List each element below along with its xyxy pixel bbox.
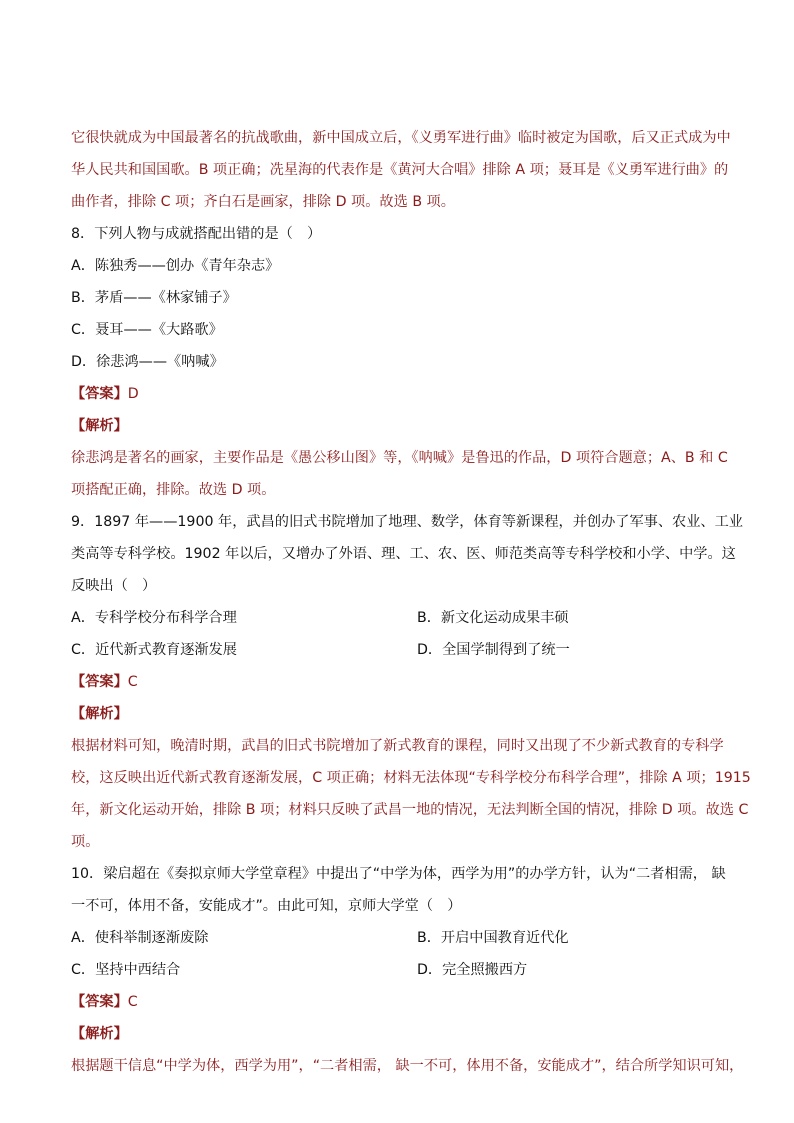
- q9-options-row-1: [71, 608, 569, 628]
- q9-option-c: C．近代新式教育逐渐发展: [71, 642, 237, 658]
- q8-option-d: D．徐悲鸿——《呐喊》: [71, 354, 224, 370]
- q9-answer: [71, 672, 138, 692]
- q9-stem-line-1: 9．1897 年——1900 年，武昌的旧式书院增加了地理、数学，体育等新课程，并创办了军事、农业、工业: [71, 514, 743, 530]
- answer-value: C: [127, 994, 138, 1010]
- q8-answer: [71, 384, 139, 404]
- q7-analysis-line-3: 曲作者，排除 C 项；齐白石是画家，排除 D 项。故选 B 项。: [71, 194, 455, 210]
- q8-analysis-line-1: 徐悲鸿是著名的画家，主要作品是《愚公移山图》等，《呐喊》是鲁迅的作品，D 项符合题意；A、B 和 C: [71, 450, 728, 466]
- q8-analysis-line-2: 项搭配正确，排除。故选 D 项。: [71, 482, 276, 498]
- q8-option-a: A．陈独秀——创办《青年杂志》: [71, 258, 280, 274]
- q10-option-c: C．坚持中西结合: [71, 962, 181, 978]
- q10-analysis-label: 【解析】: [71, 1026, 128, 1042]
- q9-analysis-line-4: 项。: [71, 834, 100, 850]
- q10-answer: [71, 992, 138, 1012]
- q10-option-a: A．使科举制逐渐废除: [71, 930, 209, 946]
- q10-option-b: B．开启中国教育近代化: [417, 930, 569, 946]
- answer-label: 【答案】: [71, 994, 128, 1010]
- answer-value: D: [127, 386, 139, 402]
- answer-label: 【答案】: [71, 386, 128, 402]
- q9-option-b: B．新文化运动成果丰硕: [417, 610, 569, 626]
- q9-analysis-line-2: 校，这反映出近代新式教育逐渐发展，C 项正确；材料无法体现“专科学校分布科学合理”，排除 A 项；1915: [71, 770, 751, 786]
- q9-stem-line-2: 类高等专科学校。1902 年以后，又增办了外语、理、工、农、医、师范类高等专科学校和小学、中学。这: [71, 546, 736, 562]
- q9-option-a: A．专科学校分布科学合理: [71, 610, 237, 626]
- q8-stem: 8．下列人物与成就搭配出错的是（ ）: [71, 226, 322, 242]
- q7-analysis-line-1: 它很快就成为中国最著名的抗战歌曲，新中国成立后，《义勇军进行曲》临时被定为国歌，后又正式成为中: [71, 130, 731, 146]
- q10-options-row-1: [71, 928, 569, 948]
- q10-options-row-2: [71, 960, 528, 980]
- q10-analysis-line-1: 根据题干信息“中学为体，西学为用”，“二者相需， 缺一不可，体用不备，安能成才”，结合所学知识可知，: [71, 1058, 744, 1074]
- q10-stem-line-2: 一不可，体用不备，安能成才”。由此可知，京师大学堂（ ）: [71, 898, 462, 914]
- q9-analysis-label: 【解析】: [71, 706, 128, 722]
- q9-options-row-2: [71, 640, 570, 660]
- q10-stem-line-1: 10．梁启超在《奏拟京师大学堂章程》中提出了“中学为体，西学为用”的办学方针，认为“二者相需， 缺: [71, 866, 726, 882]
- q8-option-c: C．聂耳——《大路歌》: [71, 322, 223, 338]
- answer-value: C: [127, 674, 138, 690]
- q10-option-d: D．完全照搬西方: [417, 962, 528, 978]
- answer-label: 【答案】: [71, 674, 128, 690]
- q9-analysis-line-3: 年，新文化运动开始，排除 B 项；材料只反映了武昌一地的情况，无法判断全国的情况，排除 D 项。故选 C: [71, 802, 749, 818]
- q9-analysis-line-1: 根据材料可知，晚清时期，武昌的旧式书院增加了新式教育的课程，同时又出现了不少新式教育的专科学: [71, 738, 724, 754]
- q7-analysis-line-2: 华人民共和国国歌。B 项正确；冼星海的代表作是《黄河大合唱》排除 A 项；聂耳是《义勇军进行曲》的: [71, 162, 729, 178]
- q8-analysis-label: 【解析】: [71, 418, 128, 434]
- q9-stem-line-3: 反映出（ ）: [71, 578, 157, 594]
- q9-option-d: D．全国学制得到了统一: [417, 642, 570, 658]
- q8-option-b: B．茅盾——《林家铺子》: [71, 290, 237, 306]
